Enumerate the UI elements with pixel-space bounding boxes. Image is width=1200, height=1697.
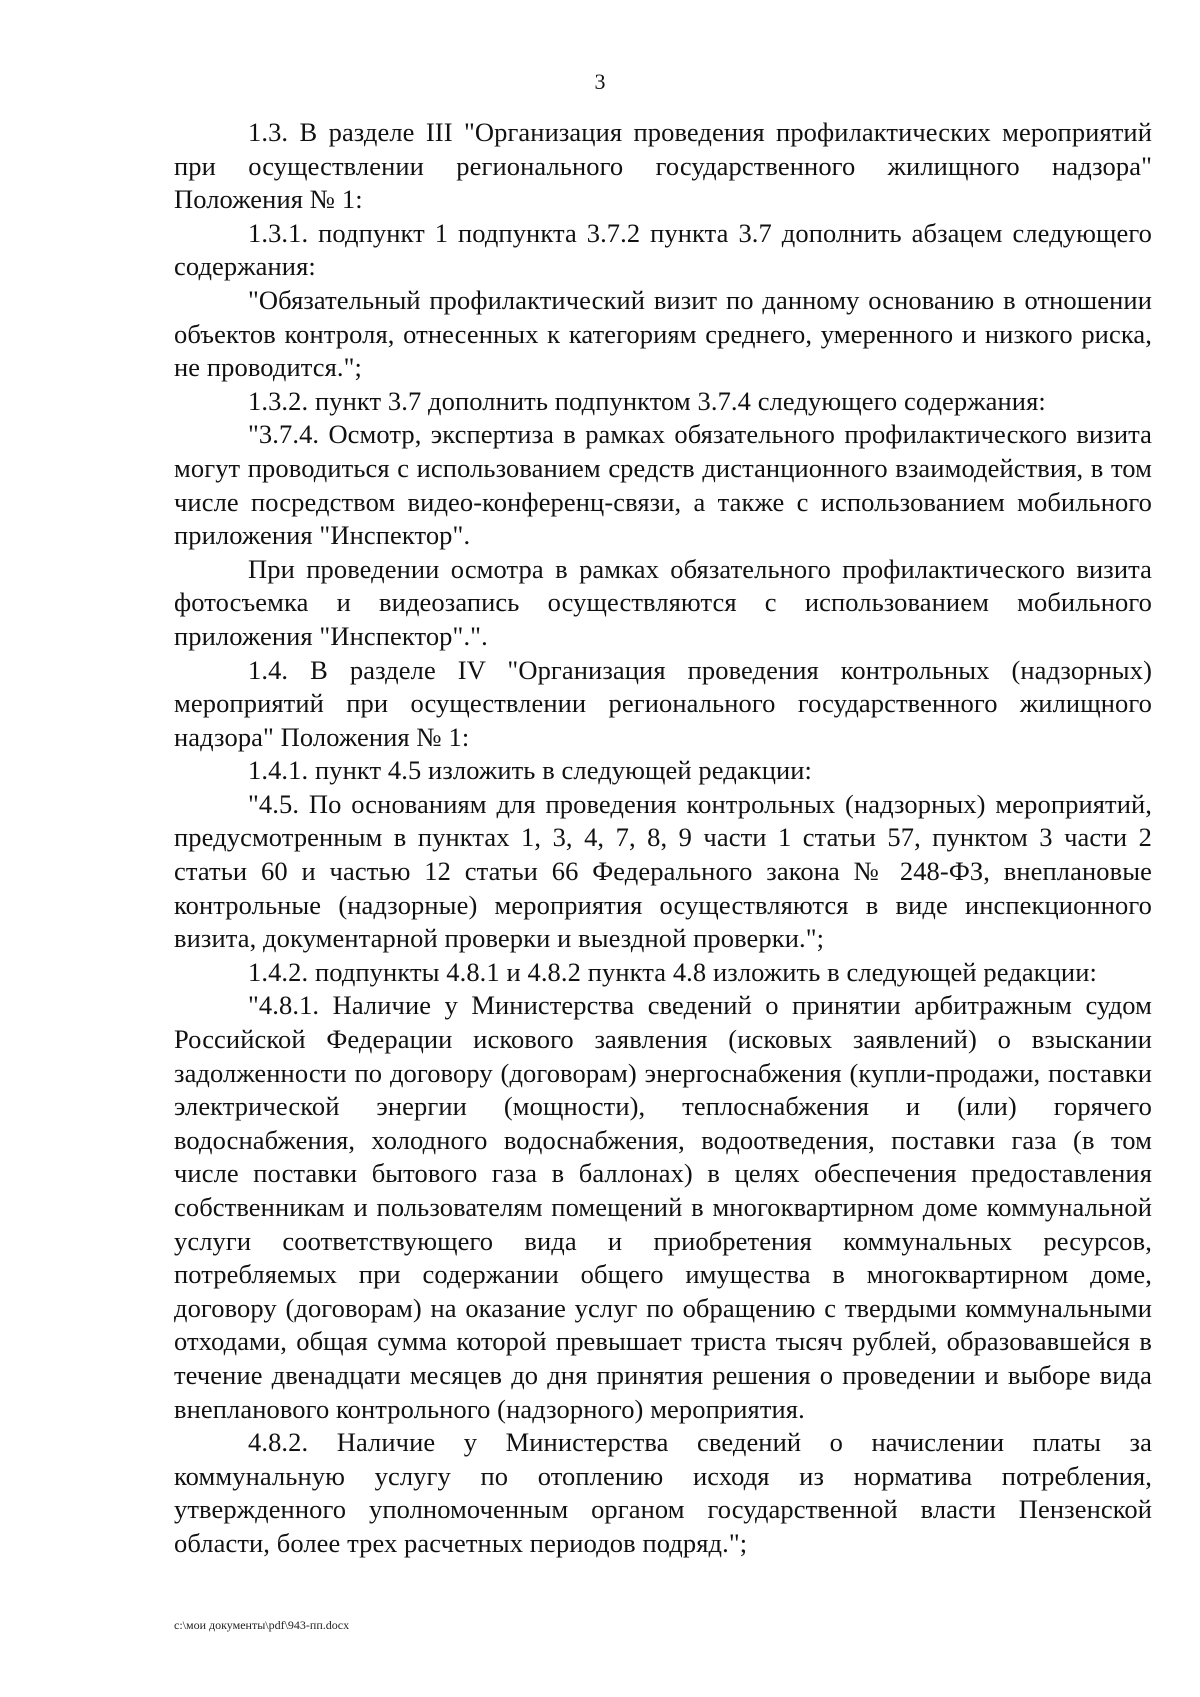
paragraph-3-7-4: "3.7.4. Осмотр, экспертиза в рамках обязательного профилактического визита могут проводиться с использованием средств дистанционного взаимодействия, в том числе посредством видео-конференц-связи, а также с использованием мобильного приложения "Инспектор". [174, 419, 1152, 551]
paragraph-1-4-2: 1.4.2. подпункты 4.8.1 и 4.8.2 пункта 4.8 изложить в следующей редакции: [248, 956, 1097, 987]
paragraph-quote-visit: "Обязательный профилактический визит по данному основанию в отношении объектов контроля, отнесенных к категориям среднего, умеренного и низкого риска, не проводится."; [174, 284, 1152, 383]
paragraph-1-3-2: 1.3.2. пункт 3.7 дополнить подпунктом 3.7.4 следующего содержания: [248, 385, 1046, 416]
paragraph-4-5: "4.5. По основаниям для проведения контрольных (надзорных) мероприятий, предусмотренным в пунктах 1, 3, 4, 7, 8, 9 части 1 статьи 57, пунктом 3 части 2 статьи 60 и частью 12 статьи 66 Федерального закона № 248-ФЗ, внеплановые контрольные (надзорные) мероприятия осуществляются в виде инспекционного визита, документарной проверки и выездной проверки."; [174, 788, 1152, 954]
paragraph-inspection-photo: При проведении осмотра в рамках обязательного профилактического визита фотосъемка и видеозапись осуществляются с использованием мобильного приложения "Инспектор".". [174, 553, 1152, 651]
paragraph-1-4: 1.4. В разделе IV "Организация проведения контрольных (надзорных) мероприятий при осуществлении регионального государственного жилищного надзора" Положения № 1: [174, 654, 1152, 752]
page-number: 3 [594, 69, 606, 94]
paragraph-1-3: 1.3. В разделе III "Организация проведения профилактических мероприятий при осуществлении регионального государственного жилищного надзора" Положения № 1: [174, 117, 1152, 215]
document-body [174, 116, 1152, 1561]
paragraph-1-4-1: 1.4.1. пункт 4.5 изложить в следующей редакции: [248, 755, 813, 786]
file-path-footer: c:\мои документы\pdf\943-пп.docx [174, 1618, 350, 1632]
paragraph-1-3-1: 1.3.1. подпункт 1 подпункта 3.7.2 пункта 3.7 дополнить абзацем следующего содержания: [174, 217, 1152, 282]
paragraph-4-8-1: "4.8.1. Наличие у Министерства сведений о принятии арбитражным судом Российской Федерации искового заявления (исковых заявлений) о взыскании задолженности по договору (договорам) энергоснабжения (купли-продажи, поставки электрической энергии (мощности), теплоснабжения и (или) горячего водоснабжения, холодного водоснабжения, водоотведения, поставки газа (в том числе поставки бытового газа в баллонах) в целях обеспечения предоставления собственникам и пользователям помещений в многоквартирном доме коммунальной услуги соответствующего вида и приобретения коммунальных ресурсов, потребляемых при содержании общего имущества в многоквартирном доме, договору (договорам) на оказание услуг по обращению с твердыми коммунальными отходами, общая сумма которой превышает триста тысяч рублей, образовавшейся в течение двенадцати месяцев до дня принятия решения о проведении и выборе вида внепланового контрольного (надзорного) мероприятия. [174, 990, 1152, 1424]
paragraph-4-8-2: 4.8.2. Наличие у Министерства сведений о начислении платы за коммунальную услугу по отоплению исходя из норматива потребления, утвержденного уполномоченным органом государственной власти Пензенской области, более трех расчетных периодов подряд."; [174, 1427, 1152, 1558]
